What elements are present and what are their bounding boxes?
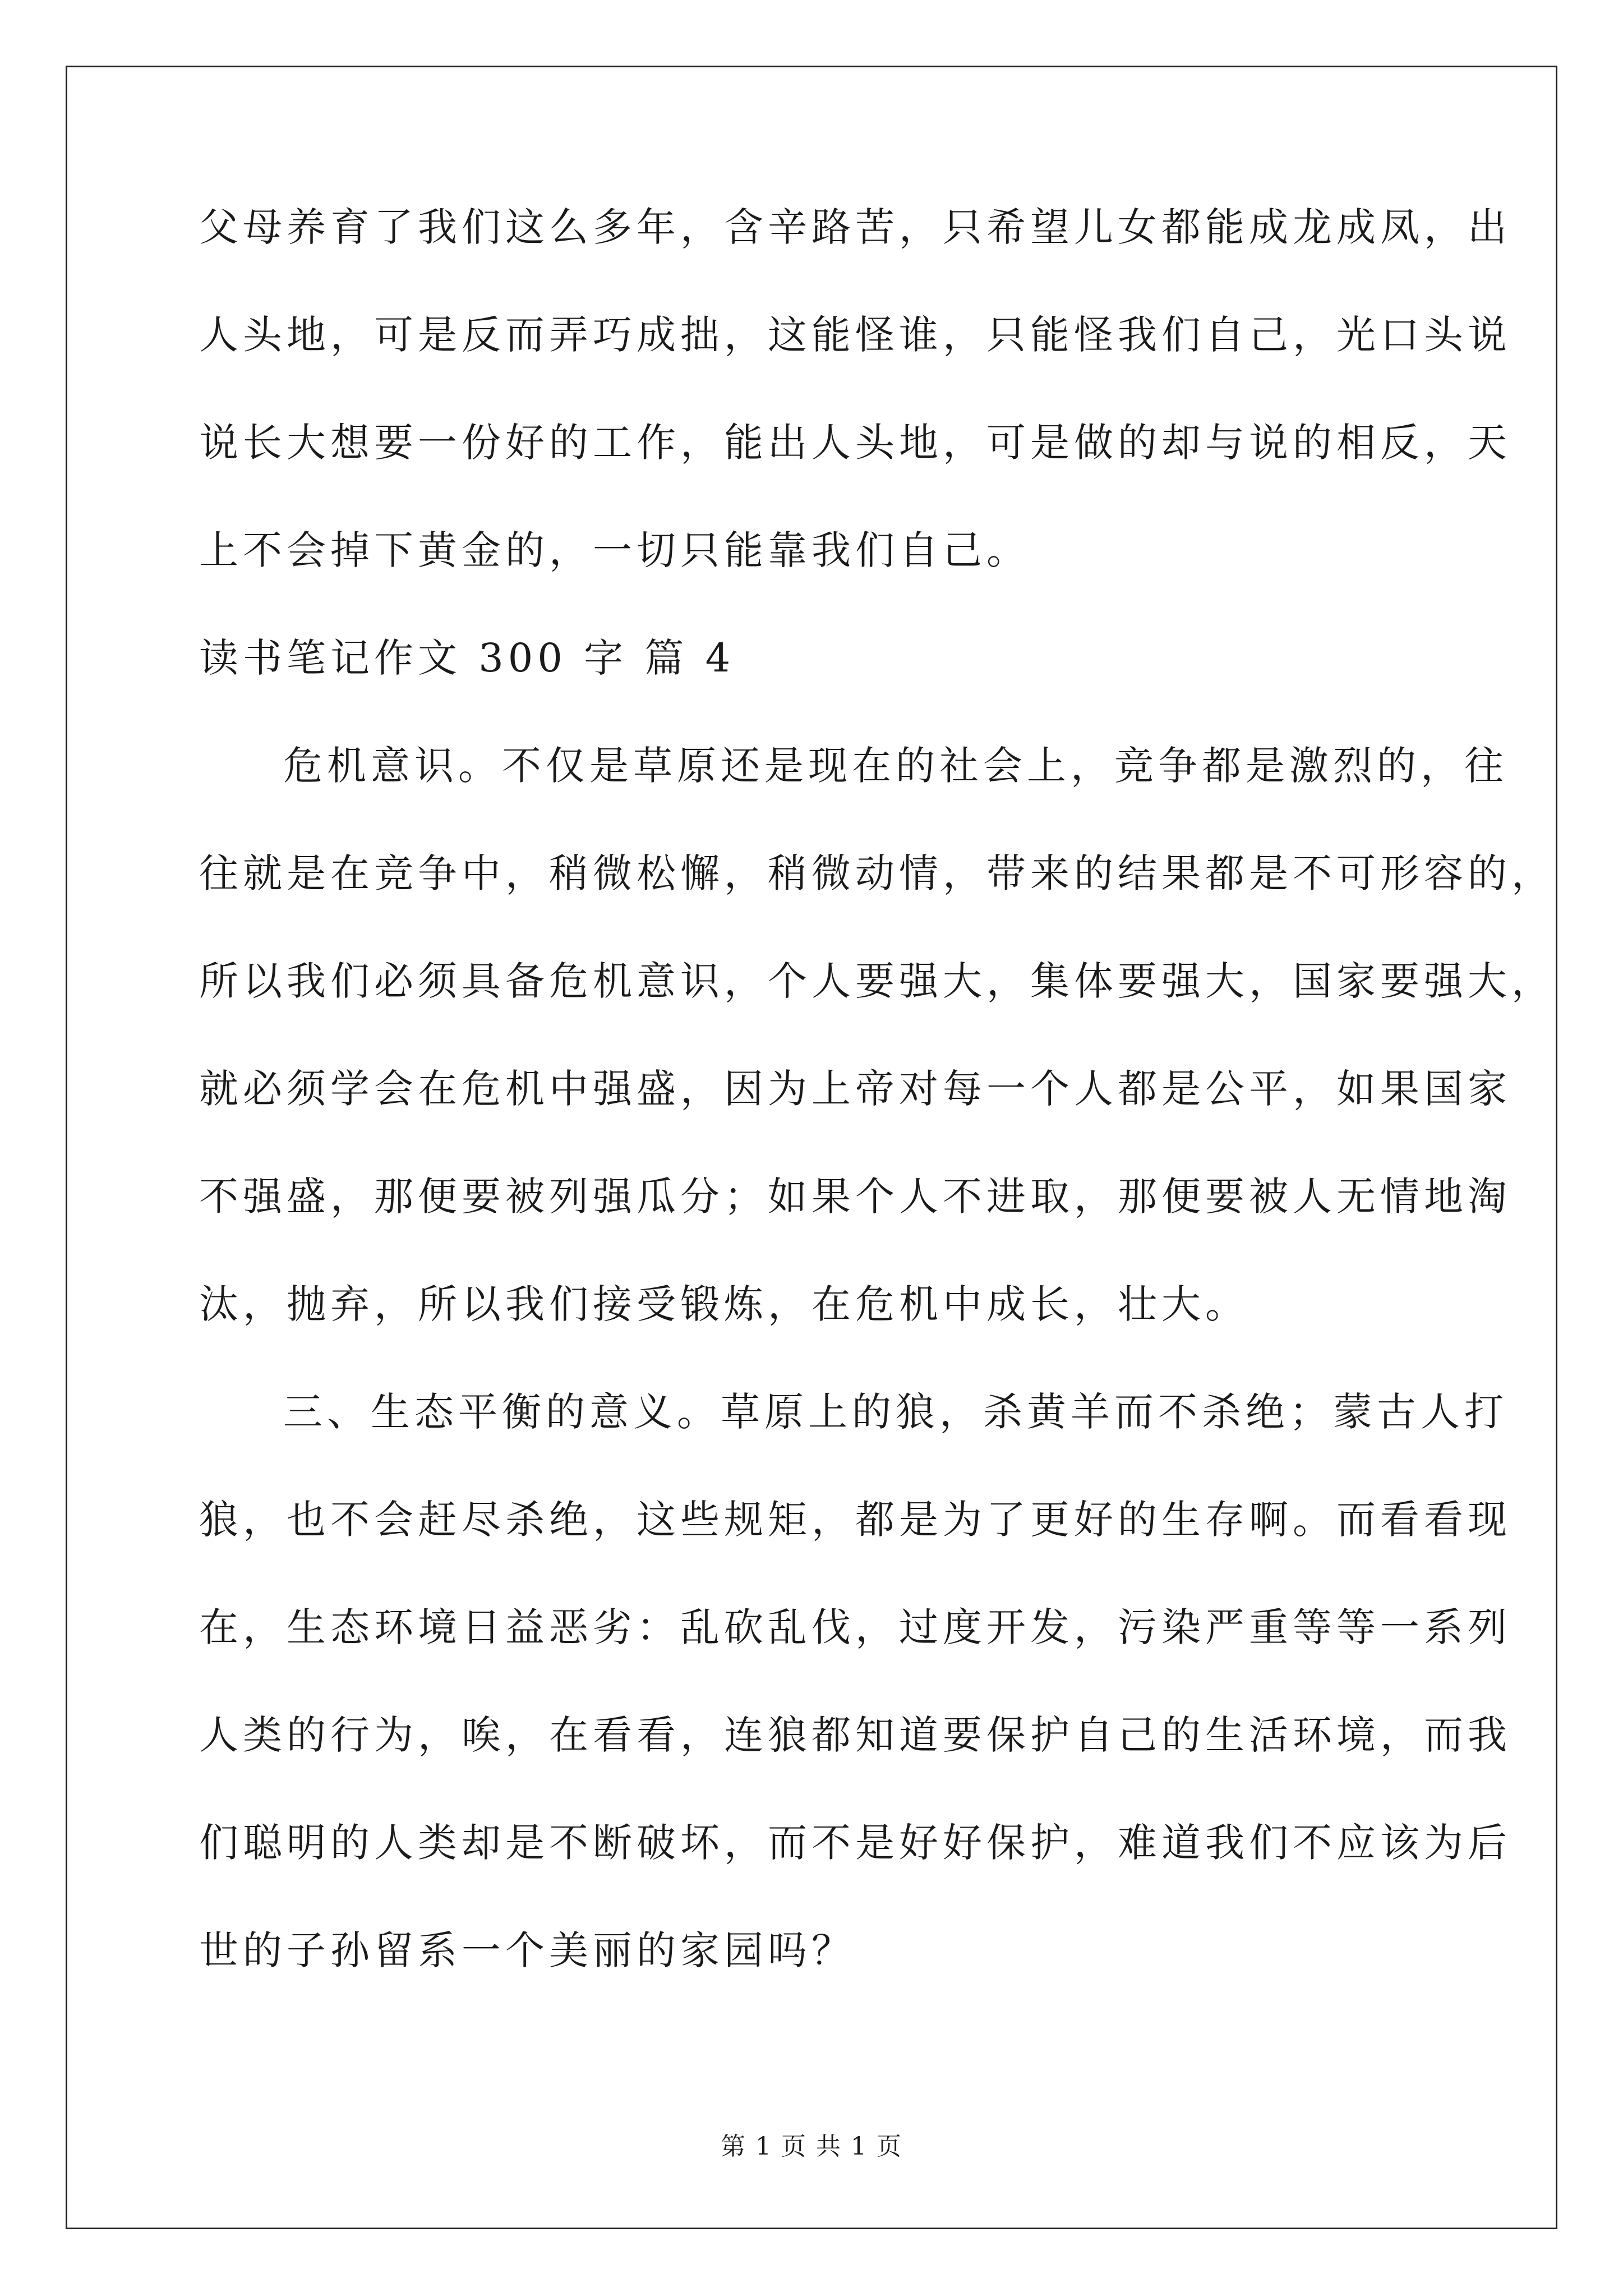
paragraph-first-line: 危机意识。不仅是草原还是现在的社会上，竞争都是激烈的，往 — [283, 743, 1508, 789]
text-line: 上不会掉下黄金的，一切只能靠我们自己。 — [199, 527, 1030, 573]
text-line: 们聪明的人类却是不断破坏，而不是好好保护，难道我们不应该为后 — [199, 1820, 1511, 1866]
text-line: 世的子孙留系一个美丽的家园吗？ — [199, 1927, 855, 1973]
text-line: 所以我们必须具备危机意识，个人要强大，集体要强大，国家要强大， — [199, 958, 1555, 1004]
page-number: 第 1 页 共 1 页 — [721, 2132, 902, 2161]
text-line: 不强盛，那便要被列强瓜分；如果个人不进取，那便要被人无情地淘 — [199, 1174, 1511, 1220]
section-heading: 读书笔记作文 300 字 篇 4 — [199, 635, 735, 681]
text-line: 狼，也不会赶尽杀绝，这些规矩，都是为了更好的生存啊。而看看现 — [199, 1497, 1511, 1543]
text-line: 往就是在竞争中，稍微松懈，稍微动情，带来的结果都是不可形容的， — [199, 850, 1555, 896]
text-line: 汰，抛弃，所以我们接受锻炼，在危机中成长，壮大。 — [199, 1281, 1249, 1327]
text-line: 人类的行为，唉，在看看，连狼都知道要保护自己的生活环境，而我 — [199, 1712, 1511, 1758]
text-line: 父母养育了我们这么多年，含辛路苦，只希望儿女都能成龙成凤，出 — [199, 204, 1511, 250]
page-border — [66, 66, 1557, 2229]
text-line: 就必须学会在危机中强盛，因为上帝对每一个人都是公平，如果国家 — [199, 1066, 1511, 1112]
text-line: 人头地，可是反而弄巧成拙，这能怪谁，只能怪我们自己，光口头说 — [199, 312, 1511, 358]
text-line: 在，生态环境日益恶劣：乱砍乱伐，过度开发，污染严重等等一系列 — [199, 1604, 1511, 1650]
text-line: 说长大想要一份好的工作，能出人头地，可是做的却与说的相反，天 — [199, 420, 1511, 466]
paragraph-first-line: 三、生态平衡的意义。草原上的狼，杀黄羊而不杀绝；蒙古人打 — [283, 1389, 1508, 1435]
